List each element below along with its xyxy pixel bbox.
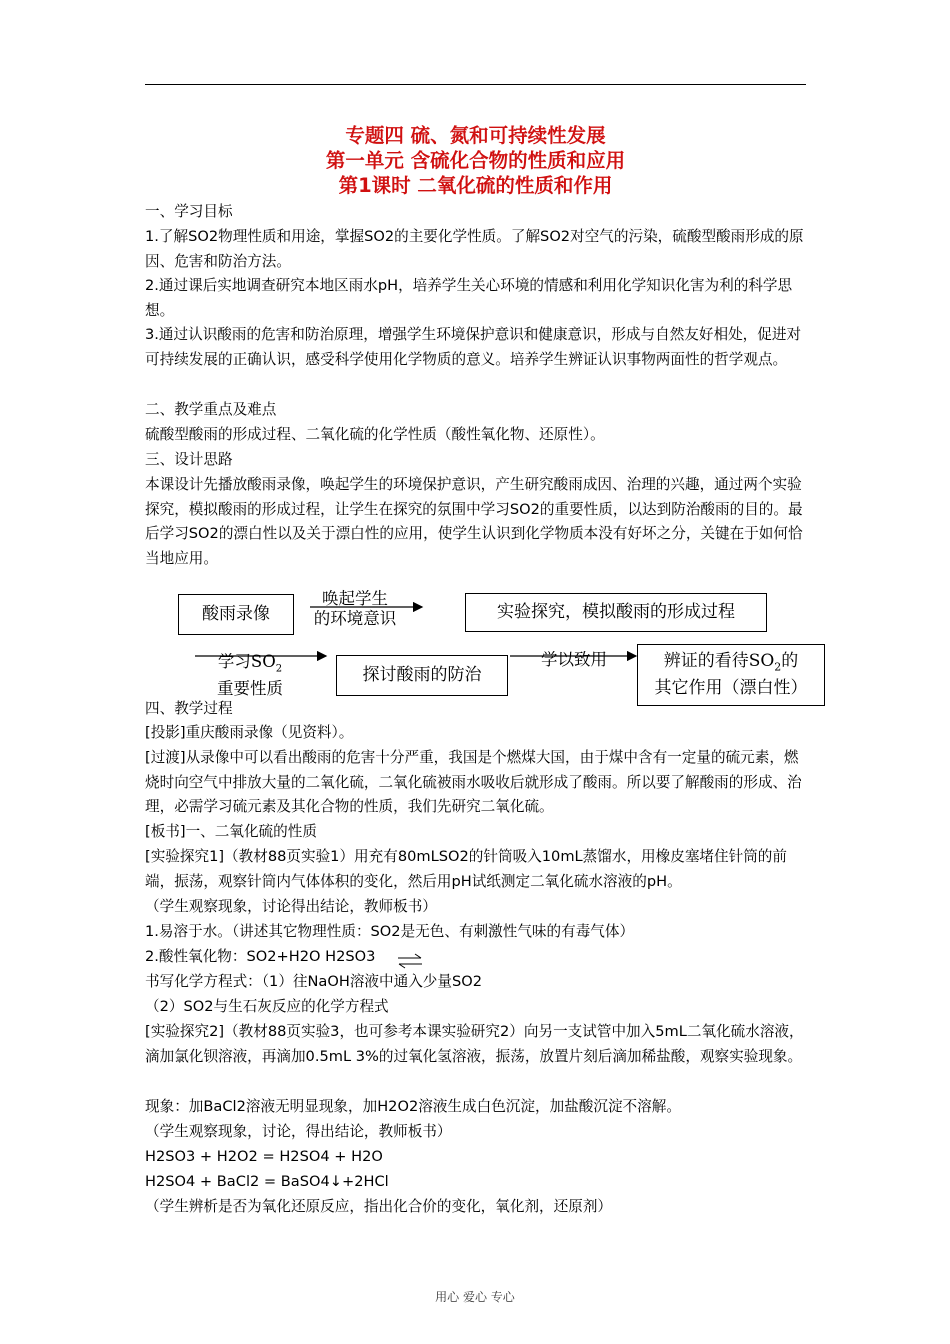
- experiment-2: [实验探究2]（教材88页实验3，也可参考本课实验研究2）向另一支试管中加入5mL二氧化硫水溶液，滴加氯化钡溶液，再滴加0.5mL 3%的过氧化氢溶液，振荡，放置片刻后滴加稀盐酸，观察实验现象。: [145, 1023, 804, 1065]
- property-2: 2.酸性氧化物：SO2+H2O H2SO3: [145, 948, 376, 965]
- step-transition: [过渡]从录像中可以看出酸雨的危害十分严重，我国是个燃煤大国，由于煤中含有一定量的硫元素，燃烧时向空气中排放大量的二氧化硫，二氧化硫被雨水吸收后就形成了酸雨。所以要了解酸雨的形成、治理，必需学习硫元素及其化合物的性质，我们先研究二氧化硫。: [145, 749, 802, 816]
- experiment-1: [实验探究1]（教材88页实验1）用充有80mLSO2的针筒吸入10mL蒸馏水，用橡皮塞堵住针筒的前端，振荡，观察针筒内气体体积的变化，然后用pH试纸测定二氧化硫水溶液的pH。: [145, 848, 787, 890]
- heading-process: 四、教学过程: [145, 700, 233, 717]
- goal-2: 2.通过课后实地调查研究本地区雨水pH，培养学生关心环境的情感和利用化学知识化害为利的科学思想。: [145, 277, 793, 319]
- note-observe-1: （学生观察现象，讨论得出结论，教师板书）: [145, 898, 437, 915]
- heading-design: 三、设计思路: [145, 451, 233, 468]
- flow-arrow-label-2-sub: 2: [275, 663, 283, 675]
- flow-arrow-label-2: [200, 652, 300, 699]
- equation-2: H2SO4 + BaCl2 = BaSO4↓+2HCl: [145, 1173, 389, 1190]
- flow-arrow-label-1: [300, 589, 410, 629]
- key-points-text: 硫酸型酸雨的形成过程、二氧化硫的化学性质（酸性氧化物、还原性）。: [145, 426, 605, 443]
- flow-arrow-label-2-text: 学习SO: [217, 652, 276, 671]
- flow-box-4-line2: 其它作用（漂白性）: [654, 677, 808, 698]
- note-observe-2: （学生观察现象，讨论，得出结论，教师板书）: [145, 1123, 452, 1140]
- flow-box-prevention: 探讨酸雨的防治: [336, 655, 508, 696]
- equation-task-2: （2）SO2与生石灰反应的化学方程式: [145, 998, 389, 1015]
- flow-box-4-line1b: 的: [781, 651, 799, 672]
- note-redox: （学生辨析是否为氧化还原反应，指出化合价的变化，氧化剂，还原剂）: [145, 1198, 613, 1215]
- unit-title: 专题四 硫、氮和可持续性发展: [345, 124, 606, 147]
- flow-box-acid-rain-video: 酸雨录像: [178, 594, 294, 635]
- phenomenon: 现象：加BaCl2溶液无明显现象，加H2O2溶液生成白色沉淀，加盐酸沉淀不溶解。: [145, 1098, 681, 1115]
- goal-1: 1.了解SO2物理性质和用途，掌握SO2的主要化学性质。了解SO2对空气的污染，硫酸型酸雨形成的原因、危害和防治方法。: [145, 228, 804, 270]
- heading-objectives: 一、学习目标: [145, 203, 233, 220]
- flow-arrow-label-1-line1: 唤起学生: [322, 589, 388, 608]
- flow-arrow-label-1-line2: 的环境意识: [313, 609, 397, 628]
- lesson-title: 第1课时 二氧化硫的性质和作用: [338, 174, 613, 197]
- flow-box-experiment: 实验探究，模拟酸雨的形成过程: [465, 593, 767, 632]
- goal-3: 3.通过认识酸雨的危害和防治原理，增强学生环境保护意识和健康意识，形成与自然友好相处，促进对可持续发展的正确认识，感受科学使用化学物质的意义。培养学生辨证认识事物两面性的哲学观点。: [145, 326, 802, 368]
- reversible-arrow-icon: [396, 953, 424, 969]
- equation-task-1: 书写化学方程式：（1）往NaOH溶液中通入少量SO2: [145, 973, 483, 990]
- design-text: 本课设计先播放酸雨录像，唤起学生的环境保护意识，产生研究酸雨成因、治理的兴趣，通过两个实验探究，模拟酸雨的形成过程，让学生在探究的氛围中学习SO2的重要性质，以达到防治酸雨的目的。最后学习SO2的漂白性以及关于漂白性的应用，使学生认识到化学物质本没有好坏之分，关键在于如何恰当地应用。: [145, 476, 803, 567]
- step-board-1: [板书]一、二氧化硫的性质: [145, 823, 317, 840]
- flow-arrow-label-2-line2: 重要性质: [217, 679, 283, 699]
- heading-key-points: 二、教学重点及难点: [145, 401, 277, 418]
- section-title: 第一单元 含硫化合物的性质和应用: [325, 149, 626, 172]
- property-1: 1.易溶于水。（讲述其它物理性质：SO2是无色、有刺激性气味的有毒气体）: [145, 923, 635, 940]
- step-projection: [投影]重庆酸雨录像（见资料）。: [145, 724, 354, 741]
- page-footer: 用心 爱心 专心: [435, 1290, 515, 1304]
- flow-box-4-sub: 2: [774, 660, 782, 674]
- equation-1: H2SO3 + H2O2 = H2SO4 + H2O: [145, 1148, 383, 1165]
- flow-arrow-label-3: 学以致用: [541, 650, 607, 669]
- flow-box-4-line1a: 辨证的看待SO: [663, 651, 775, 672]
